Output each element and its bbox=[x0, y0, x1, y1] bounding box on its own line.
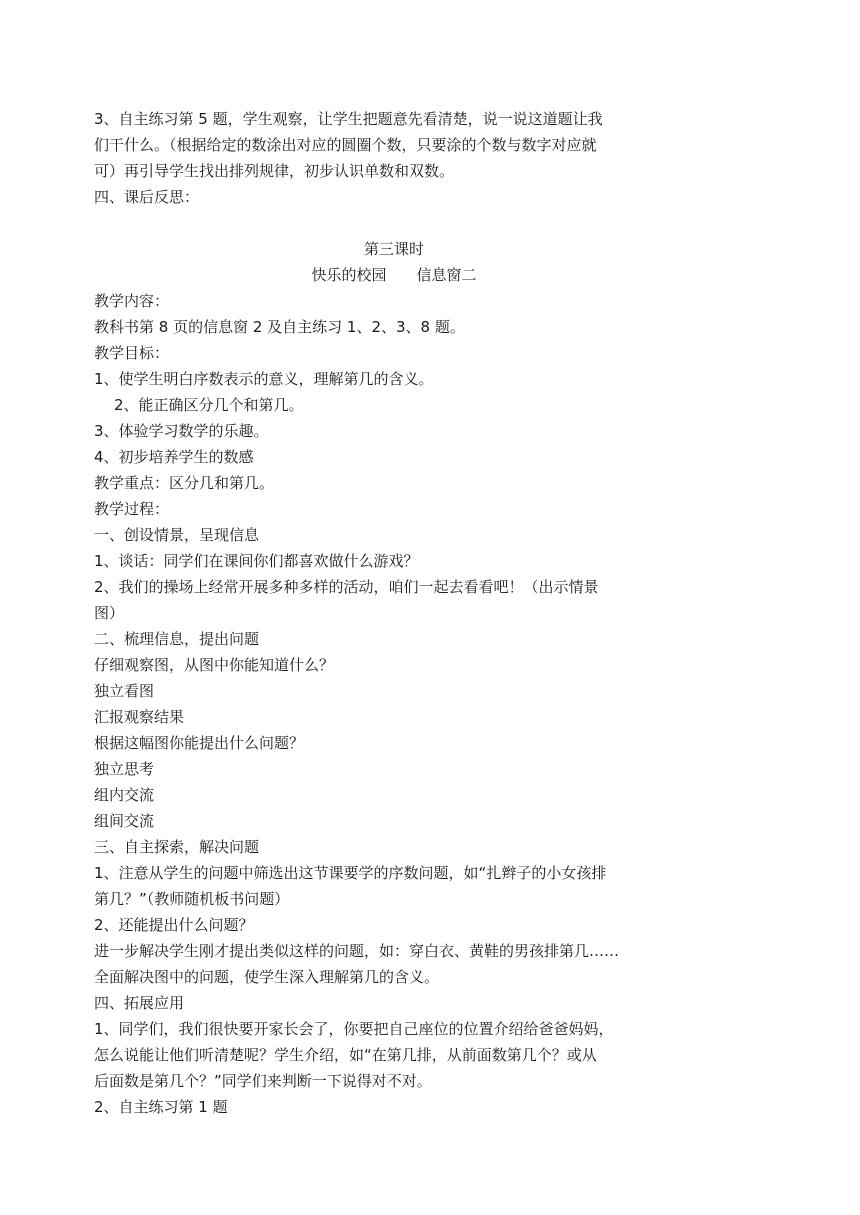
section-heading: 二、梳理信息，提出问题 bbox=[94, 630, 260, 648]
lesson-title: 第三课时 bbox=[363, 240, 424, 258]
paragraph-line: 第几？”（教师随机板书问题） bbox=[94, 890, 290, 908]
list-item: 3、体验学习数学的乐趣。 bbox=[94, 422, 269, 440]
list-item: 1、同学们，我们很快要开家长会了，你要把自己座位的位置介绍给爸爸妈妈， bbox=[94, 1020, 614, 1038]
paragraph-line: 全面解决图中的问题，使学生深入理解第几的含义。 bbox=[94, 968, 440, 986]
list-item: 1、使学生明白序数表示的意义，理解第几的含义。 bbox=[94, 370, 434, 388]
section-heading: 教学目标： bbox=[94, 344, 170, 362]
paragraph-line: 组内交流 bbox=[94, 786, 155, 804]
list-item: 2、自主练习第 1 题 bbox=[94, 1098, 228, 1116]
paragraph-line: 教科书第 8 页的信息窗 2 及自主练习 1、2、3、8 题。 bbox=[94, 318, 465, 336]
paragraph-line: 进一步解决学生刚才提出类似这样的问题，如：穿白衣、黄鞋的男孩排第几…… bbox=[94, 942, 620, 960]
list-item: 2、还能提出什么问题？ bbox=[94, 916, 254, 934]
paragraph-line: 3、自主练习第 5 题，学生观察，让学生把题意先看清楚，说一说这道题让我 bbox=[94, 110, 603, 128]
section-heading: 教学内容： bbox=[94, 292, 170, 310]
section-heading: 四、课后反思： bbox=[94, 188, 200, 206]
section-heading: 教学过程： bbox=[94, 500, 170, 518]
paragraph-line: 汇报观察结果 bbox=[94, 708, 185, 726]
paragraph-line: 独立看图 bbox=[94, 682, 155, 700]
paragraph-line: 后面数是第几个？”同学们来判断一下说得对不对。 bbox=[94, 1072, 432, 1090]
list-item: 2、能正确区分几个和第几。 bbox=[114, 396, 304, 414]
section-heading: 教学重点：区分几和第几。 bbox=[94, 474, 275, 492]
blank-line bbox=[94, 210, 694, 236]
paragraph-line: 怎么说能让他们听清楚呢？学生介绍，如“在第几排，从前面数第几个？或从 bbox=[94, 1046, 597, 1064]
paragraph-line: 图） bbox=[94, 604, 125, 622]
paragraph-line: 仔细观察图，从图中你能知道什么？ bbox=[94, 656, 335, 674]
section-heading: 一、创设情景，呈现信息 bbox=[94, 526, 260, 544]
section-heading: 三、自主探索，解决问题 bbox=[94, 838, 260, 856]
section-heading: 四、拓展应用 bbox=[94, 994, 185, 1012]
paragraph-line: 们干什么。（根据给定的数涂出对应的圆圈个数，只要涂的个数与数字对应就 bbox=[94, 136, 597, 154]
paragraph-line: 根据这幅图你能提出什么问题？ bbox=[94, 734, 305, 752]
paragraph-line: 可）再引导学生找出排列规律，初步认识单数和双数。 bbox=[94, 162, 455, 180]
list-item: 2、我们的操场上经常开展多种多样的活动，咱们一起去看看吧！（出示情景 bbox=[94, 578, 599, 596]
list-item: 4、初步培养学生的数感 bbox=[94, 448, 254, 466]
document-page bbox=[94, 106, 694, 1120]
paragraph-line: 独立思考 bbox=[94, 760, 155, 778]
lesson-subtitle: 快乐的校园 信息窗二 bbox=[311, 266, 477, 284]
paragraph-line: 组间交流 bbox=[94, 812, 155, 830]
list-item: 1、注意从学生的问题中筛选出这节课要学的序数问题，如“扎辫子的小女孩排 bbox=[94, 864, 607, 882]
list-item: 1、谈话：同学们在课间你们都喜欢做什么游戏？ bbox=[94, 552, 419, 570]
